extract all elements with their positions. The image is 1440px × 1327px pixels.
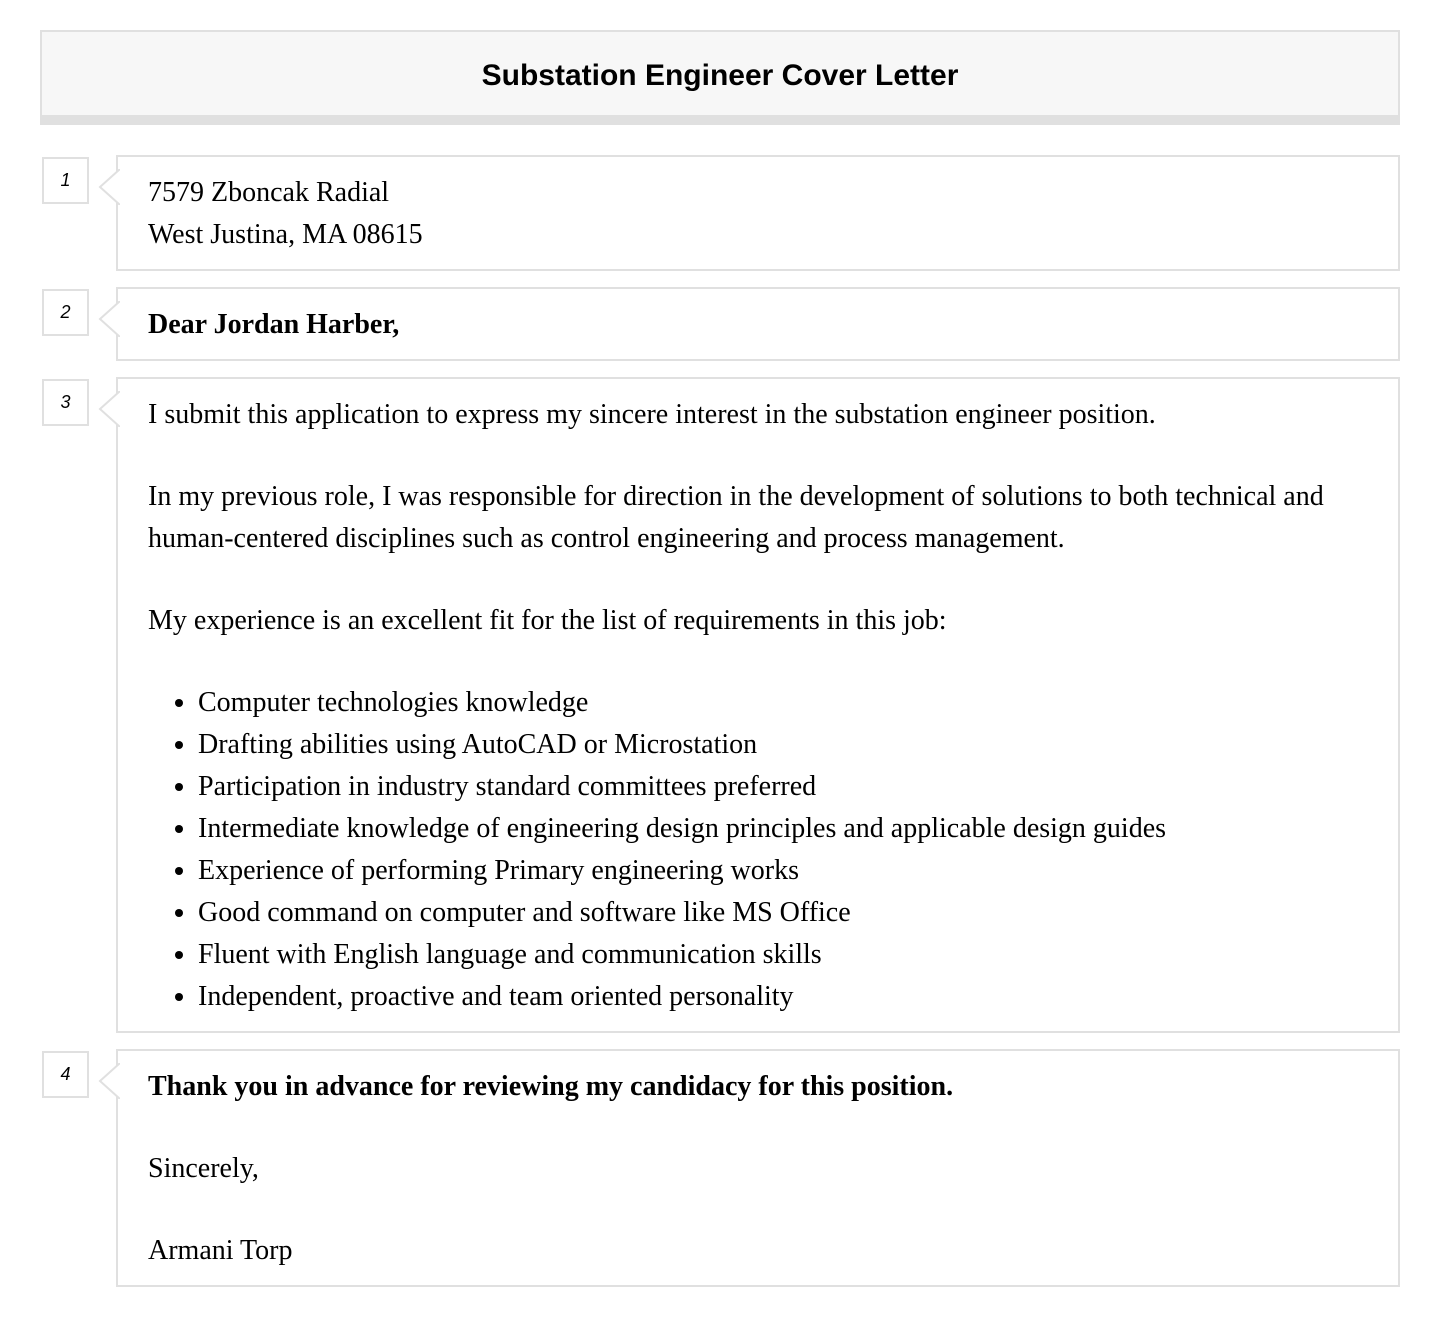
salutation: Dear Jordan Harber, — [148, 309, 400, 340]
closing-block — [116, 1049, 1400, 1287]
pointer-arrow-icon — [98, 391, 120, 427]
section-number-badge: 4 — [42, 1051, 89, 1098]
closing-statement: Thank you in advance for reviewing my candidacy for this position. — [148, 1071, 954, 1102]
list-item: • Participation in industry standard committees preferred — [198, 766, 1368, 808]
signoff: Sincerely, — [148, 1153, 259, 1184]
body-block — [116, 377, 1400, 1033]
section-number-badge: 3 — [42, 379, 89, 426]
pointer-arrow-icon — [98, 1063, 120, 1099]
list-item: • Drafting abilities using AutoCAD or Microstation — [198, 724, 1368, 766]
address-line-1: 7579 Zboncak Radial — [148, 177, 390, 208]
pointer-arrow-icon — [98, 301, 120, 337]
intro-paragraph: I submit this application to express my sincere interest in the substation engineer position. — [148, 399, 1156, 430]
salutation-block — [116, 287, 1400, 361]
requirements-intro: My experience is an excellent fit for the list of requirements in this job: — [148, 605, 947, 636]
address-block — [116, 155, 1400, 271]
section-number-badge: 1 — [42, 157, 89, 204]
address-line-2: West Justina, MA 08615 — [148, 219, 423, 250]
header-underline — [40, 115, 1400, 125]
list-item: • Computer technologies knowledge — [198, 682, 1368, 724]
signature: Armani Torp — [148, 1235, 293, 1266]
pointer-arrow-icon — [98, 169, 120, 205]
list-item: • Fluent with English language and communication skills — [198, 934, 1368, 976]
experience-paragraph: In my previous role, I was responsible for direction in the development of solutions to both technical and human-centered disciplines such as control engineering and process management. — [148, 481, 1324, 554]
section-number-badge: 2 — [42, 289, 89, 336]
list-item: • Intermediate knowledge of engineering design principles and applicable design guides — [198, 808, 1368, 850]
requirements-list — [148, 682, 1368, 1018]
page-header — [40, 30, 1400, 125]
list-item: • Experience of performing Primary engineering works — [198, 850, 1368, 892]
page-title: Substation Engineer Cover Letter — [481, 58, 959, 92]
header-panel — [40, 30, 1400, 117]
list-item: • Independent, proactive and team oriented personality — [198, 976, 1368, 1018]
list-item: • Good command on computer and software like MS Office — [198, 892, 1368, 934]
